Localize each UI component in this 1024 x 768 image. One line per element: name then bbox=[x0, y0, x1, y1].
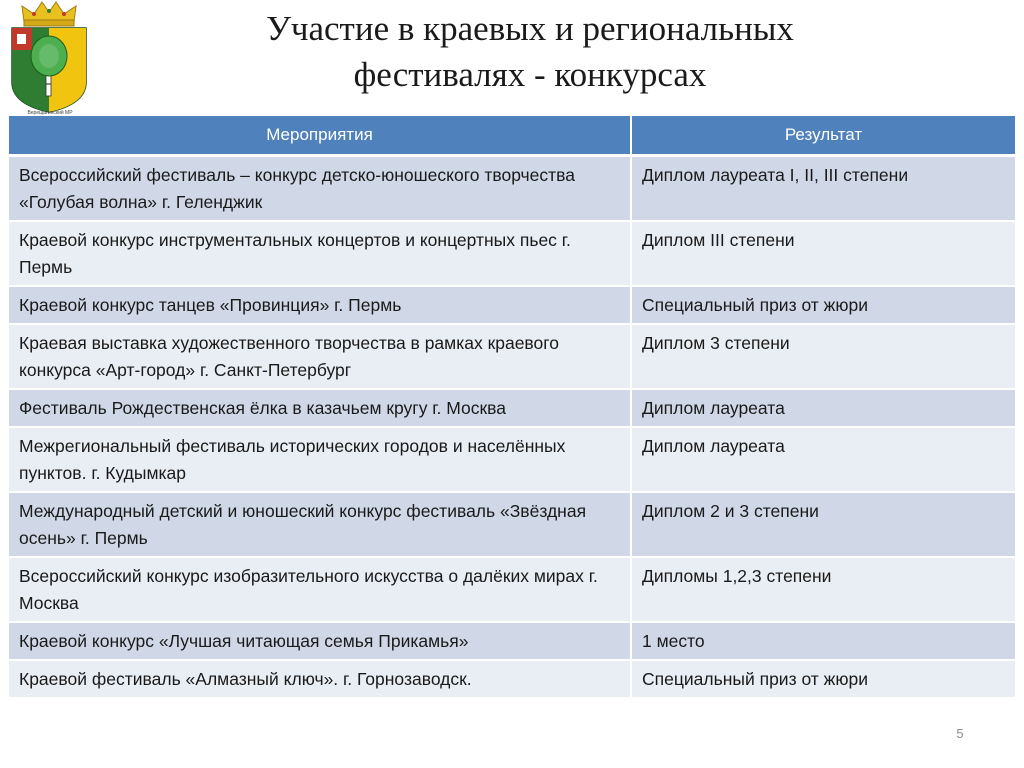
coat-of-arms-caption: Верещагинский МР bbox=[27, 110, 73, 116]
result-cell: Специальный приз от жюри bbox=[631, 660, 1015, 698]
table-row bbox=[9, 622, 1015, 660]
table-row bbox=[9, 427, 1015, 492]
result-cell: Диплом лауреата bbox=[631, 389, 1015, 427]
result-cell: 1 место bbox=[631, 622, 1015, 660]
page-title bbox=[140, 6, 920, 98]
table-row bbox=[9, 492, 1015, 557]
table-row bbox=[9, 557, 1015, 622]
event-cell: Всероссийский конкурс изобразительного искусства о далёких мирах г. Москва bbox=[9, 557, 631, 622]
header-events: Мероприятия bbox=[9, 116, 631, 156]
event-cell: Международный детский и юношеский конкурс фестиваль «Звёздная осень» г. Пермь bbox=[9, 492, 631, 557]
event-cell: Краевой конкурс «Лучшая читающая семья Прикамья» bbox=[9, 622, 631, 660]
event-cell: Межрегиональный фестиваль исторических городов и населённых пунктов. г. Кудымкар bbox=[9, 427, 631, 492]
page-number: 5 bbox=[956, 726, 964, 741]
table-header-row bbox=[9, 116, 1015, 156]
table-row bbox=[9, 324, 1015, 389]
table-row bbox=[9, 660, 1015, 698]
result-cell: Диплом лауреата I, II, III степени bbox=[631, 156, 1015, 222]
result-cell: Диплом 3 степени bbox=[631, 324, 1015, 389]
event-cell: Всероссийский фестиваль – конкурс детско-юношеского творчества «Голубая волна» г. Геленджик bbox=[9, 156, 631, 222]
event-cell: Краевой конкурс инструментальных концертов и концертных пьес г. Пермь bbox=[9, 221, 631, 286]
table-row bbox=[9, 156, 1015, 222]
table-row bbox=[9, 389, 1015, 427]
event-cell: Краевой фестиваль «Алмазный ключ». г. Горнозаводск. bbox=[9, 660, 631, 698]
event-cell: Краевая выставка художественного творчества в рамках краевого конкурса «Арт-город» г. Санкт-Петербург bbox=[9, 324, 631, 389]
result-cell: Диплом 2 и 3 степени bbox=[631, 492, 1015, 557]
title-line-1: Участие в краевых и региональных bbox=[266, 9, 794, 48]
result-cell: Диплом лауреата bbox=[631, 427, 1015, 492]
result-cell: Диплом III степени bbox=[631, 221, 1015, 286]
table-row bbox=[9, 286, 1015, 324]
result-cell: Дипломы 1,2,3 степени bbox=[631, 557, 1015, 622]
results-table bbox=[9, 116, 1015, 699]
event-cell: Фестиваль Рождественская ёлка в казачьем кругу г. Москва bbox=[9, 389, 631, 427]
table-row bbox=[9, 221, 1015, 286]
title-line-2: фестивалях - конкурсах bbox=[353, 55, 707, 94]
result-cell: Специальный приз от жюри bbox=[631, 286, 1015, 324]
coat-of-arms-icon bbox=[6, 0, 92, 120]
event-cell: Краевой конкурс танцев «Провинция» г. Пермь bbox=[9, 286, 631, 324]
header-result: Результат bbox=[631, 116, 1015, 156]
